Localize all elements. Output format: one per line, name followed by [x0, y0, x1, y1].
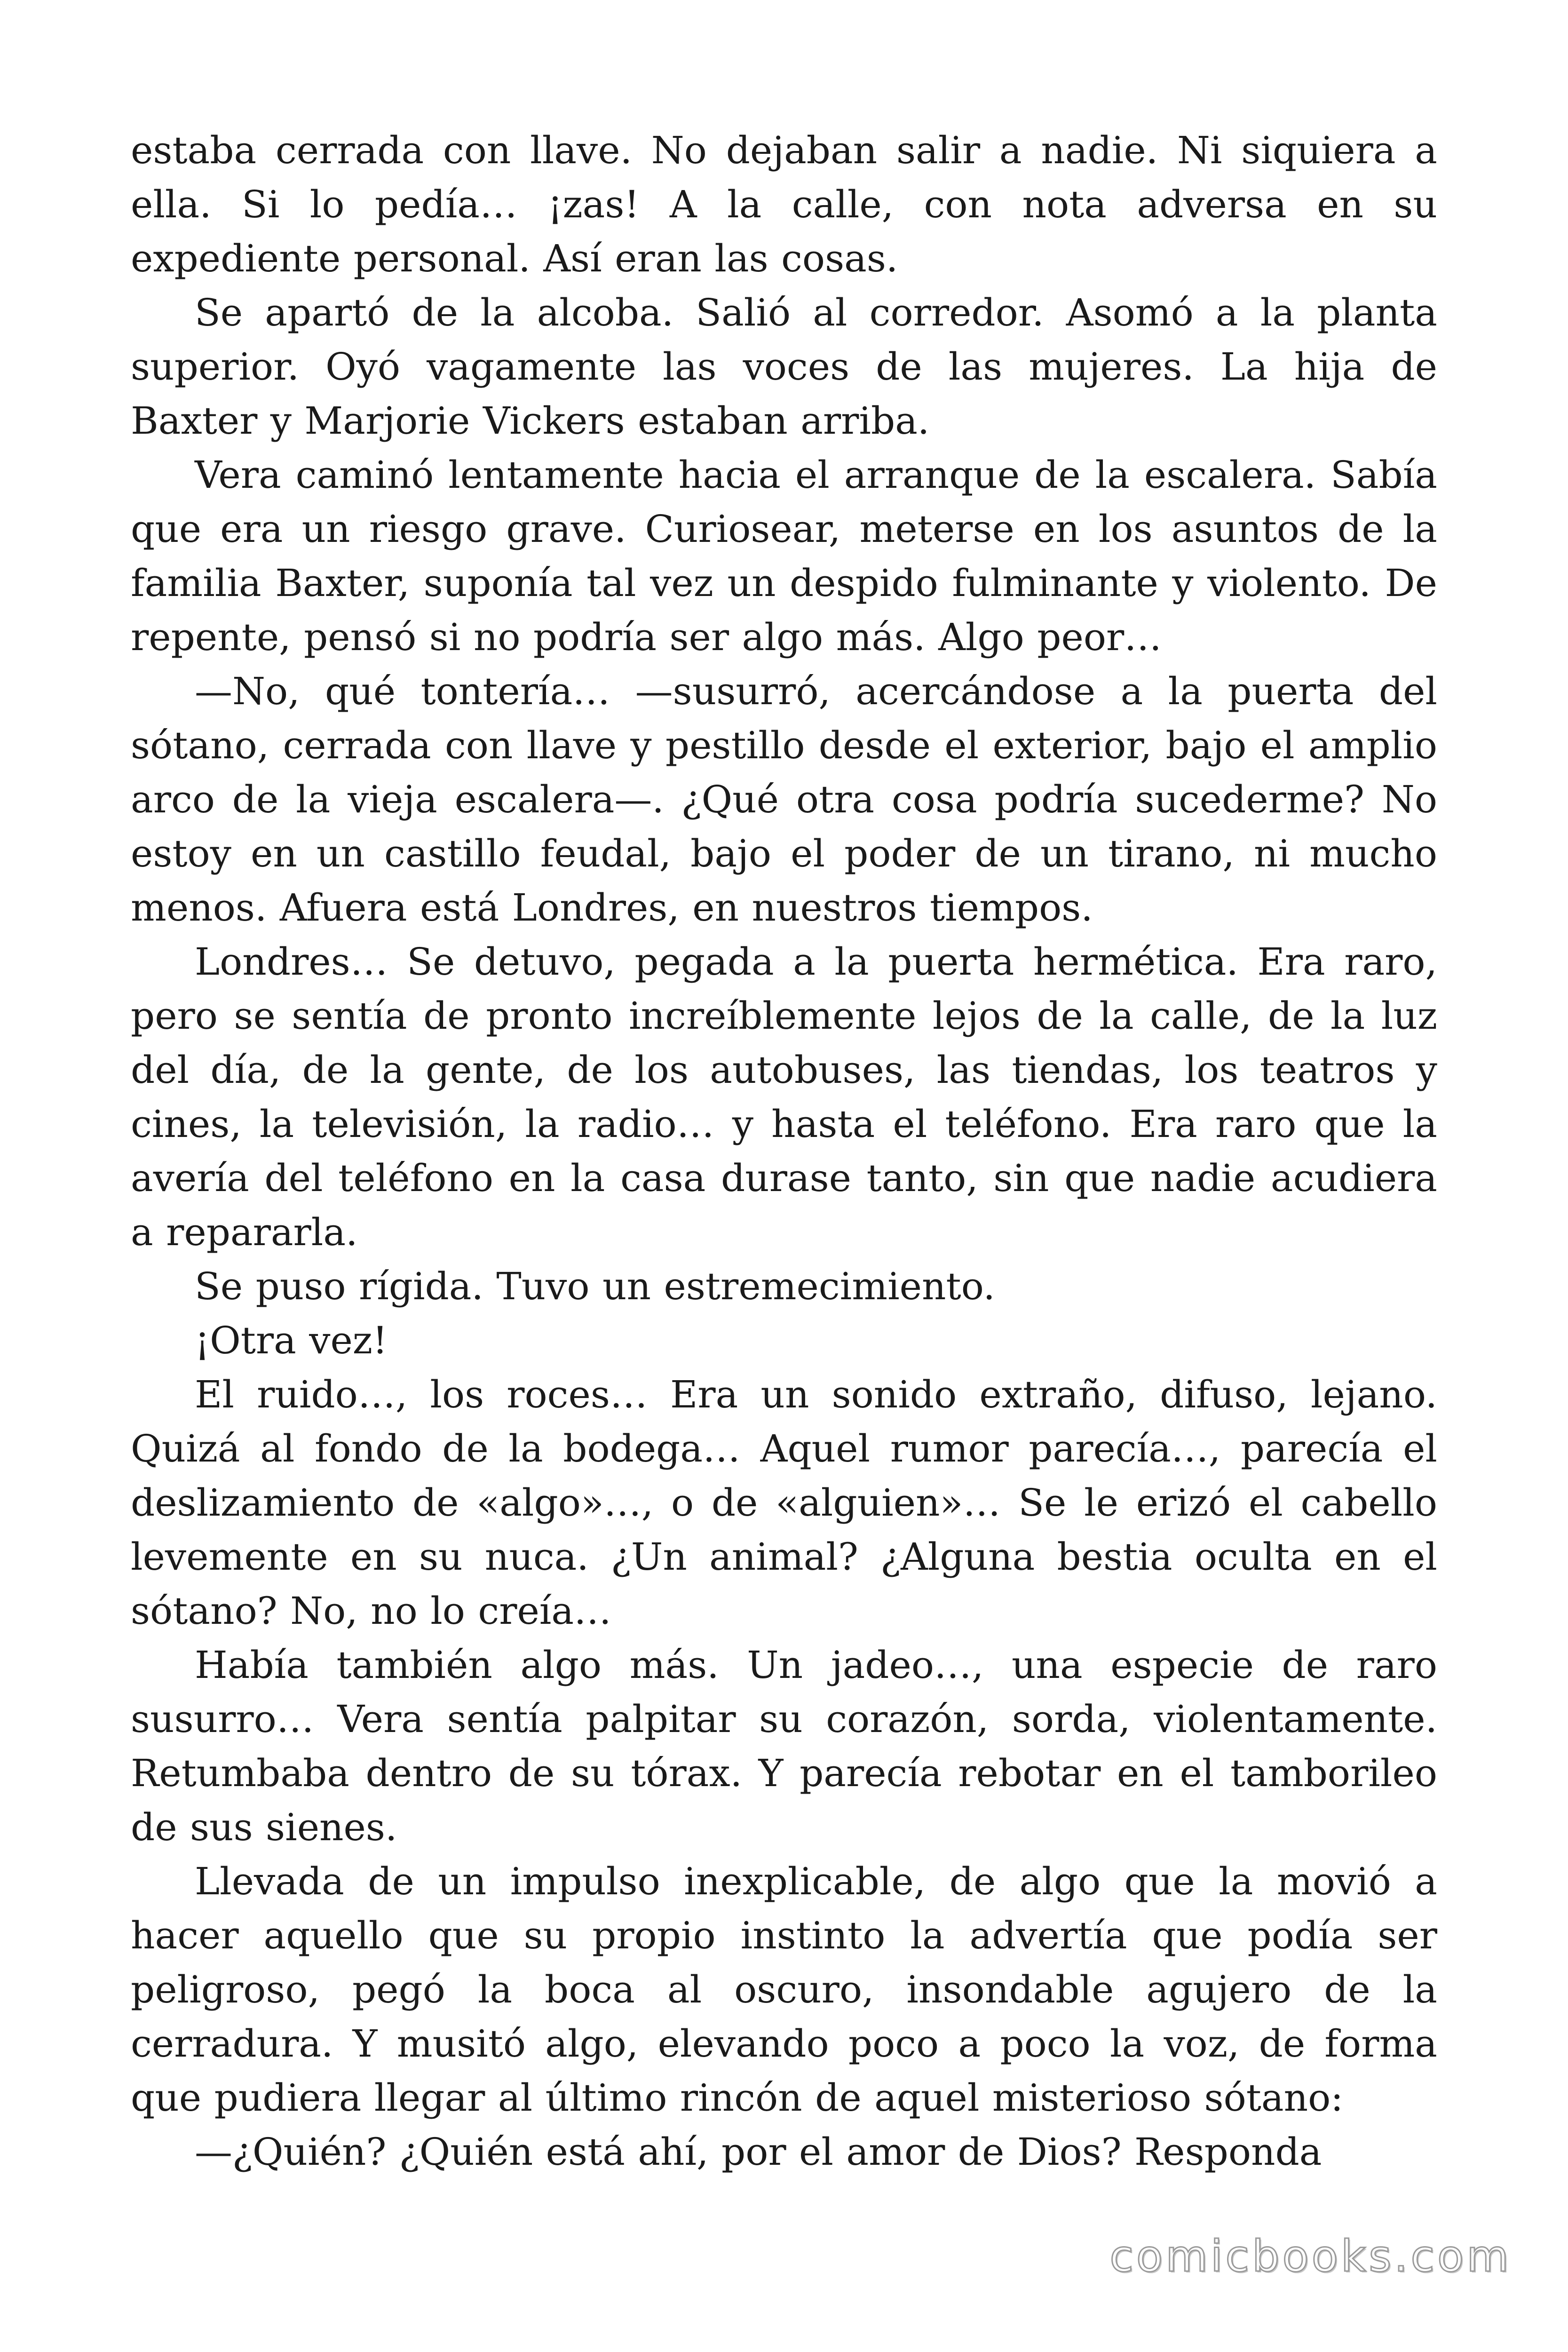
- paragraph: El ruido…, los roces… Era un sonido extraño, difuso, lejano. Quizá al fondo de la bodega… Aquel rumor parecía…, parecía el deslizamiento de «algo»…, o de «alguien»… Se le erizó el cabello levemente en su nuca. ¿Un animal? ¿Alguna bestia oculta en el sótano? No, no lo creía…: [131, 1373, 1437, 1633]
- watermark-text: comicbooks.com: [1109, 2231, 1512, 2281]
- paragraph: estaba cerrada con llave. No dejaban salir a nadie. Ni siquiera a ella. Si lo pedía… ¡zas! A la calle, con nota adversa en su expediente personal. Así eran las cosas.: [131, 128, 1437, 280]
- paragraph: Había también algo más. Un jadeo…, una especie de raro susurro… Vera sentía palpitar su corazón, sorda, violentamente. Retumbaba dentro de su tórax. Y parecía rebotar en el tamborileo de sus sienes.: [131, 1643, 1437, 1849]
- paragraph: Se apartó de la alcoba. Salió al corredor. Asomó a la planta superior. Oyó vagamente las voces de las mujeres. La hija de Baxter y Marjorie Vickers estaban arriba.: [131, 291, 1437, 443]
- paragraph: Llevada de un impulso inexplicable, de algo que la movió a hacer aquello que su propio instinto la advertía que podía ser peligroso, pegó la boca al oscuro, insondable agujero de la cerradura. Y musitó algo, elevando poco a poco la voz, de forma que pudiera llegar al último rincón de aquel misterioso sótano:: [131, 1859, 1437, 2120]
- paragraph: Londres… Se detuvo, pegada a la puerta hermética. Era raro, pero se sentía de pronto increíblemente lejos de la calle, de la luz del día, de la gente, de los autobuses, las tiendas, los teatros y cines, la televisión, la radio… y hasta el teléfono. Era raro que la avería del teléfono en la casa durase tanto, sin que nadie acudiera a repararla.: [131, 940, 1437, 1254]
- book-page-body: [131, 123, 1437, 2179]
- paragraph: ¡Otra vez!: [195, 1319, 388, 1362]
- paragraph: —No, qué tontería… —susurró, acercándose a la puerta del sótano, cerrada con llave y pestillo desde el exterior, bajo el amplio arco de la vieja escalera—. ¿Qué otra cosa podría sucederme? No estoy en un castillo feudal, bajo el poder de un tirano, ni mucho menos. Afuera está Londres, en nuestros tiempos.: [131, 669, 1437, 930]
- paragraph: Se puso rígida. Tuvo un estremecimiento.: [195, 1264, 995, 1308]
- paragraph: —¿Quién? ¿Quién está ahí, por el amor de Dios? Responda: [195, 2130, 1322, 2174]
- paragraph: Vera caminó lentamente hacia el arranque de la escalera. Sabía que era un riesgo grave. Curiosear, meterse en los asuntos de la familia Baxter, suponía tal vez un despido fulminante y violento. De repente, pensó si no podría ser algo más. Algo peor…: [131, 453, 1437, 659]
